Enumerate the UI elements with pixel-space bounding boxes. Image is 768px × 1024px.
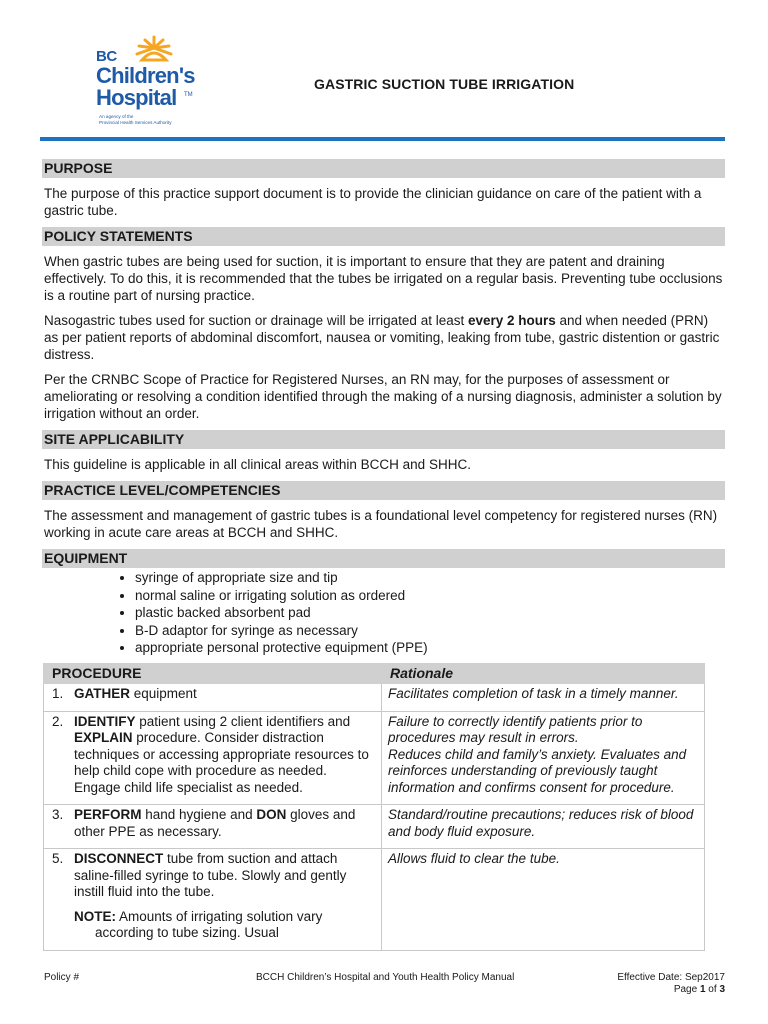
header-divider [40, 137, 725, 141]
rationale-text: Reduces child and family’s anxiety. Evaluates and reinforces understanding of previously taught information and confirms consent for procedure. [388, 746, 687, 795]
rationale-cell: Facilitates completion of task in a timely manner. [382, 684, 705, 712]
document-title: GASTRIC SUCTION TUBE IRRIGATION [314, 76, 575, 92]
page-of: of [705, 984, 720, 995]
step-action: DON [256, 807, 287, 822]
table-header-row [44, 664, 705, 684]
step-text: procedure. Consider distraction techniques or accessing appropriate resources to help child cope with procedure as needed. Engage child life specialist as needed. [74, 730, 369, 795]
step-action: IDENTIFY [74, 713, 136, 729]
step-text: patient using 2 client identifiers and [135, 713, 351, 729]
rationale-cell: Standard/routine precautions; reduces risk of blood and body fluid exposure. [382, 805, 705, 849]
purpose-text: The purpose of this practice support document is to provide the clinician guidance on care of the patient with a gastric tube. [44, 186, 702, 218]
procedure-column-header: PROCEDURE [44, 664, 382, 684]
policy-number-label: Policy # [44, 972, 80, 983]
page-total: 3 [719, 984, 725, 995]
policy-manual-name: BCCH Children’s Hospital and Youth Health Policy Manual [256, 972, 515, 983]
step-note [74, 909, 375, 942]
step-text: equipment [130, 686, 197, 701]
procedure-cell [44, 684, 382, 712]
list-item: • appropriate personal protective equipment (PPE) [135, 639, 725, 657]
sun-icon [132, 34, 176, 64]
policy-p2-end: and when needed (PRN) as per patient reports of abdominal discomfort, nausea or vomiting, leaking from tube, gastric distention or gastric distress. [44, 313, 720, 362]
logo-subtitle-1: An agency of the [99, 114, 134, 119]
step-text: tube from suction and attach saline-filled syringe to tube. Slowly and gently instill fluid into the tube. [74, 851, 347, 899]
step-action: EXPLAIN [74, 730, 133, 745]
logo-line1: Children's [96, 63, 195, 88]
bc-childrens-hospital-logo [96, 34, 206, 130]
site-applicability-text: This guideline is applicable in all clinical areas within BCCH and SHHC. [44, 457, 471, 472]
list-item: • plastic backed absorbent pad [135, 604, 725, 622]
procedure-cell [44, 711, 382, 805]
step-number: 2. [52, 713, 64, 729]
footer-right [617, 972, 725, 996]
rationale-column-header: Rationale [382, 664, 705, 684]
list-item: • B-D adaptor for syringe as necessary [135, 622, 725, 640]
page-number [617, 984, 725, 996]
note-label: NOTE: [74, 908, 116, 924]
step-action: PERFORM [74, 807, 142, 822]
note-text: Amounts of irrigating solution vary [116, 908, 323, 924]
policy-p2-emphasis: every 2 hours [467, 313, 556, 328]
logo-org: BC [96, 48, 117, 65]
logo-tm: TM [184, 92, 193, 98]
list-item: • normal saline or irrigating solution as ordered [135, 587, 725, 605]
table-row [44, 849, 705, 951]
rationale-cell: Allows fluid to clear the tube. [382, 849, 705, 951]
equipment-heading: EQUIPMENT [42, 549, 725, 568]
equipment-list [44, 569, 725, 657]
page-current: 1 [699, 984, 706, 995]
purpose-heading: PURPOSE [42, 159, 725, 178]
practice-level-text: The assessment and management of gastric tubes is a foundational level competency for registered nurses (RN) working in acute care areas at BCCH and SHHC. [44, 508, 718, 540]
effective-date: Effective Date: Sep2017 [617, 972, 725, 983]
policy-p2-start: Nasogastric tubes used for suction or drainage will be irrigated at least [44, 313, 468, 328]
document-body [44, 159, 725, 657]
procedure-cell [44, 849, 382, 951]
table-row [44, 711, 705, 805]
step-number: 5. [52, 851, 64, 866]
step-number: 3. [52, 807, 64, 822]
rationale-cell [382, 711, 705, 805]
step-text: hand hygiene and [141, 807, 257, 822]
step-action: DISCONNECT [74, 851, 164, 866]
page-prefix: Page [673, 984, 700, 995]
step-action: GATHER [74, 686, 130, 701]
procedure-cell [44, 805, 382, 849]
table-row [44, 805, 705, 849]
policy-paragraph-3: Per the CRNBC Scope of Practice for Registered Nurses, an RN may, for the purposes of assessment or ameliorating or resolving a condition identified through the making of a nursing diagnosis, administer a solution by irrigation without an order. [44, 372, 722, 421]
logo-subtitle-2: Provincial Health Services Authority [99, 120, 172, 125]
policy-heading: POLICY STATEMENTS [42, 227, 725, 246]
table-row [44, 684, 705, 712]
policy-paragraph-2 [44, 312, 725, 363]
note-text: according to tube sizing. Usual [95, 925, 279, 940]
site-applicability-heading: SITE APPLICABILITY [42, 430, 725, 449]
list-item: • syringe of appropriate size and tip [135, 569, 725, 587]
policy-paragraph-1: When gastric tubes are being used for suction, it is important to ensure that they are patent and draining effectively. To do this, it is recommended that the tubes be irrigated on a regular basis. Preventing tube occlusions is a routine part of nursing practice. [44, 254, 723, 303]
logo-line2: Hospital [96, 85, 177, 110]
rationale-text: Failure to correctly identify patients prior to procedures may result in errors. [388, 713, 643, 745]
practice-level-heading: PRACTICE LEVEL/COMPETENCIES [42, 481, 725, 500]
step-text: gloves and other PPE as necessary. [74, 807, 356, 839]
step-number: 1. [52, 686, 64, 701]
procedure-table [43, 663, 705, 951]
